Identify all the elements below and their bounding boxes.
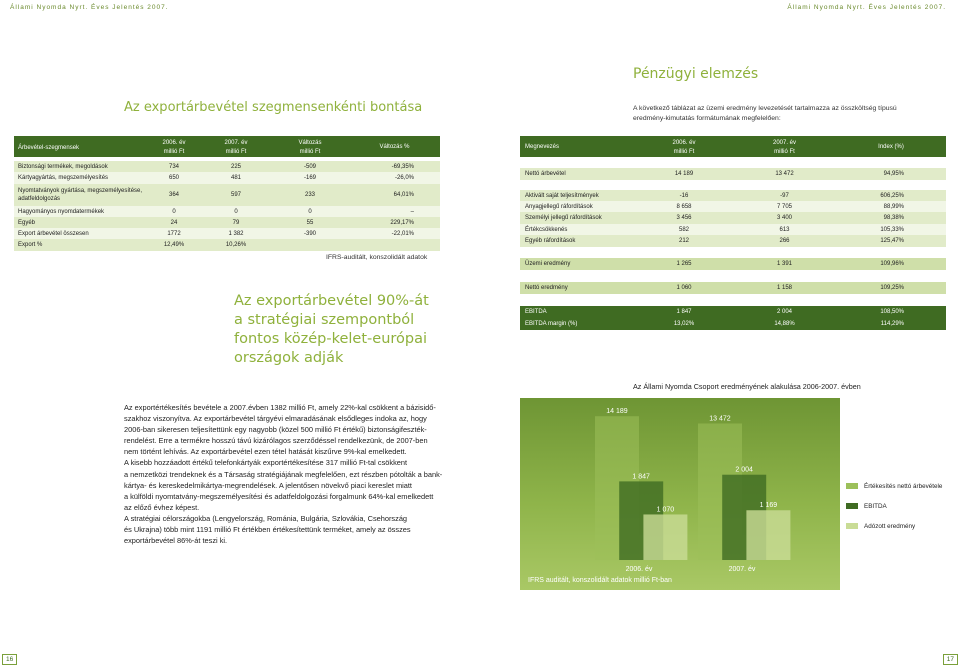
table-row [520,258,946,270]
row-label: Értékcsökkenés [525,226,568,233]
cell-2007: 14,88% [774,321,795,327]
cell-2007: 10,26% [225,242,247,248]
row-label: Anyagjellegű ráfordítások [525,203,593,210]
th-2007: 2007. év [772,139,797,146]
quote-line: Az exportárbevétel 90%-át [234,293,429,309]
label-ebitda-2006: 1 847 [632,473,650,481]
row-label: Egyéb [18,219,36,226]
cell-index: 606,25% [880,192,904,199]
text-line: és Ukrajna) több mint 1191 millió Ft értékben értékesítettünk terméket, amely az összes [124,525,411,535]
cell-2006: 650 [168,175,179,181]
cell-2006: 1 265 [676,261,692,267]
cell-2006: 212 [678,238,689,244]
table-row [14,228,440,239]
text-line: nem történt lehívás. Az exportárbevétel ezen tétel hatását kiszűrve 9%-kal emelkedett. [124,447,407,457]
table-row [520,282,946,294]
quote-line: a stratégiai szempontból [234,312,415,328]
row-label: Export árbevétel összesen [18,230,89,237]
cell-2006: 1 060 [676,285,692,291]
cell-2007: 266 [779,238,790,244]
page-title: Az exportárbevétel szegmensenkénti bontása [124,100,423,115]
cell-2007: 1 391 [776,261,792,267]
text-line: A stratégiai célországokba (Lengyelország, Románia, Bulgária, Szlovákia, Csehország [124,513,408,523]
label-revenue-2007: 13 472 [709,415,731,423]
th-change-unit: millió Ft [299,148,321,155]
table-row [520,190,946,201]
cell-2006: 1772 [167,230,181,237]
category-label: 2006. év [625,566,653,573]
cell-2006: 3 456 [676,215,692,221]
table-row [14,206,440,217]
text-line: exportárbevétel 86%-át teszi ki. [124,536,228,546]
section-title: Pénzügyi elemzés [633,66,759,82]
text-line: Az exportértékesítés bevétele a 2007.évben 1382 millió Ft, amely 22%-kal csökkent a bázisidő- [124,403,436,412]
row-label: Személyi jellegű ráfordítások [525,215,602,221]
cell-change: 0 [308,208,312,215]
cell-change: 55 [306,219,314,226]
table-row [520,318,946,330]
cell-2006: 8 658 [676,203,692,210]
row-label: Biztonsági termékek, megoldások [18,163,108,170]
chart-title: Az Állami Nyomda Csoport eredményének alakulása 2006-2007. évben [633,382,861,391]
cell-index: 88,99% [883,203,904,210]
row-label: Üzemi eredmény [525,261,571,267]
cell-2006: 0 [172,208,176,215]
cell-pct: – [410,208,414,215]
bar-net-2006 [643,514,687,560]
th-index: Index (%) [878,143,904,150]
row-label: Export % [18,242,43,248]
results-chart [520,398,840,590]
cell-2007: 2 004 [776,309,792,315]
th-pct: Változás % [379,143,410,150]
cell-pct: -26,0% [394,175,414,181]
cell-pct [349,239,440,251]
row-label: Nettó árbevétel [525,171,566,177]
cell-2007: 79 [232,219,240,226]
cell-pct: -69,35% [391,163,414,170]
row-label: Kártyagyártás, megszemélyesítés [18,175,109,181]
cell-index: 114,29% [880,321,904,327]
row-label: Aktivált saját teljesítmények [525,192,599,199]
cell-pct: 229,17% [390,219,414,226]
export-segment-table [14,136,440,251]
intro-text [633,104,897,125]
th-2006: 2006. év [672,139,696,146]
cell-index: 108,50% [880,309,904,315]
intro-line: A következő táblázat az üzemi eredmény levezetését tartalmazza az összköltség típusú [633,105,897,112]
cell-2006: 734 [168,163,179,170]
cell-2006: 12,49% [163,242,185,248]
text-line: szakhoz viszonyítva. Az exportárbevétel tárgyévi elmaradásának elsődleges indoka az, hogy [124,414,427,424]
text-line: A kisebb hozzáadott értékű telefonkártyák exportértékesítése 317 millió Ft-tal csökkent [124,458,408,468]
legend-ebitda: EBITDA [864,503,887,510]
legend-swatch-revenue [846,483,858,489]
cell-2007: 0 [234,208,238,215]
cell-2007: 481 [230,175,241,181]
table-row [14,239,440,251]
cell-index: 94,95% [883,171,904,177]
cell-change: 233 [304,192,315,198]
table-row [520,224,946,235]
th-2007-unit: millió Ft [225,148,247,155]
cell-index: 105,33% [880,226,904,233]
cell-2006: 582 [678,226,689,233]
cell-2007: 1 158 [776,285,792,291]
text-line: a külföldi nyomtatvány-megszemélyesítési és adatfeldolgozási forgalmunk 64%-kal emelkedett [124,491,434,501]
legend-swatch-net [846,523,858,529]
cell-change: -509 [303,163,316,170]
page-number-left: 16 [2,654,17,665]
text-line: 2006-ban sikeresen teljesítettünk egy nagyobb (közel 500 millió Ft értékű) biztonságifeszték- [124,425,427,435]
th-2007: 2007. év [224,139,248,146]
legend-net: Adózott eredmény [864,523,916,530]
cell-pct: 64,01% [393,192,414,198]
cell-2007: 13 472 [775,171,794,177]
bar-net-2007 [746,510,790,560]
th-segment: Árbevétel-szegmensek [18,145,80,151]
legend-swatch-ebitda [846,503,858,509]
cell-change: -390 [303,230,316,237]
cell-2006: 13,02% [673,321,695,327]
table-row [14,161,440,172]
th-2006: 2006. év [162,139,186,146]
th-2006-unit: millió Ft [163,148,185,155]
cell-2007: 225 [230,163,241,170]
quote-line: fontos közép-kelet-európai [234,331,428,347]
cell-2006: 1 847 [676,309,692,315]
table-row [520,235,946,247]
legend-revenue: Értékesítés nettó árbevétele [864,483,943,490]
body-text [124,402,444,546]
cell-2007: 3 400 [776,215,792,221]
chart-source: IFRS auditált, konszolidált adatok millió Ft-ban [528,577,672,584]
cell-2007: 597 [230,192,241,198]
row-label: Hagyományos nyomdatermékek [18,208,105,215]
th-2006-unit: millió Ft [673,148,695,155]
cell-2006: -16 [679,192,689,199]
row-label: Nettó eredmény [525,285,568,291]
chart-background [520,398,840,590]
label-revenue-2006: 14 189 [606,408,628,416]
row-label: EBITDA [525,309,547,315]
cell-index: 98,38% [883,215,904,221]
cell-index: 109,25% [880,285,904,291]
source-note: IFRS-auditált, konszolidált adatok [326,254,428,261]
cell-change [271,239,349,251]
row-label: EBITDA margin (%) [525,321,578,327]
header-left: Állami Nyomda Nyrt. Éves Jelentés 2007. [10,4,169,11]
header-right: Állami Nyomda Nyrt. Éves Jelentés 2007. [787,4,946,11]
text-line: rendelést. Erre a termékre hosszú távú kizárólagos szerződéssel rendelkezünk, de 2007-ben [124,436,428,446]
pull-quote [234,292,429,368]
cell-index: 125,47% [880,238,904,244]
intro-line: eredmény-kimutatás formátumának megfelelően: [633,115,781,123]
cell-change: -169 [303,175,316,181]
page-number-right: 17 [943,654,958,665]
cell-2006: 14 189 [674,171,694,177]
cell-2007: 613 [779,226,790,233]
cell-2007: 7 705 [776,203,792,210]
text-line: a nemzetközi trendeknek és a Társaság stratégiájának megfelelően, ezt részben pótolták a bank- [124,469,443,479]
cell-2006: 24 [170,219,178,226]
table-row [520,306,946,318]
cell-2007: -97 [780,192,789,199]
cell-pct: -22,01% [391,230,414,237]
financial-table [520,136,946,330]
table-row [14,217,440,228]
row-label: Nyomtatványok gyártása, megszemélyesítése, adatfeldolgozás [18,187,143,202]
th-change: Változás [298,139,322,146]
quote-line: országok adják [234,350,344,366]
label-net-2006: 1 070 [656,506,675,514]
cell-2007: 1 382 [228,230,244,237]
cell-2006: 364 [168,192,179,198]
text-line: kártya- és kereskedelmikártya-megrendelések. A jelentősen növekvő piaci kereslet miatt [124,480,412,490]
category-label: 2007. év [728,566,756,573]
label-net-2007: 1 169 [759,502,778,510]
table-row [520,212,946,224]
th-2007-unit: millió Ft [774,148,795,155]
th-label: Megnevezés [525,143,560,150]
cell-index: 109,96% [880,261,904,267]
label-ebitda-2007: 2 004 [735,466,753,474]
text-line: az előző évhez képest. [124,502,200,512]
table-row [520,168,946,180]
table-row [14,184,440,206]
table-row [520,201,946,212]
row-label: Egyéb ráfordítások [525,238,576,244]
table-row [14,172,440,184]
